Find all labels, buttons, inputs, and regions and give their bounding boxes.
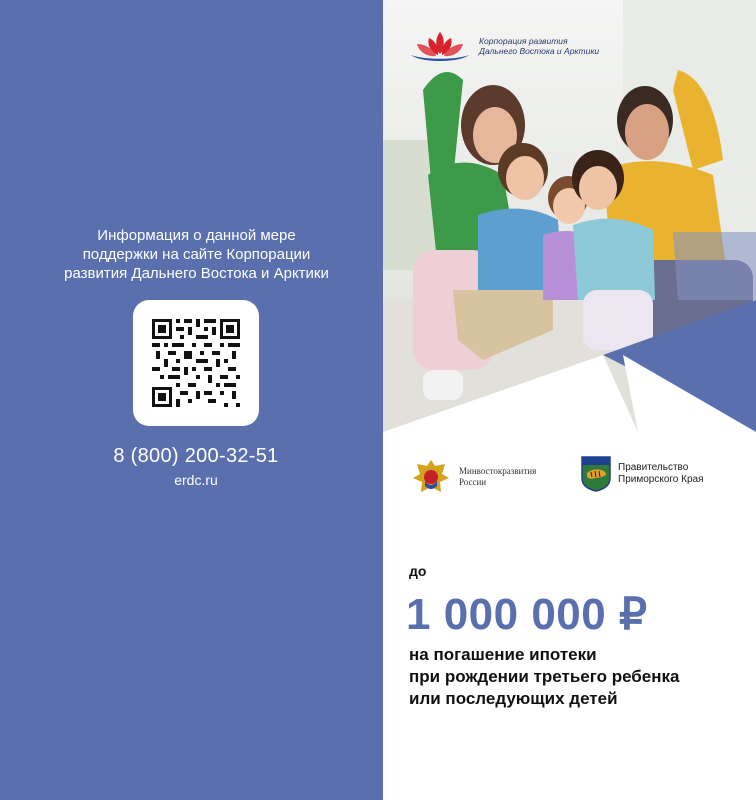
description-line: при рождении третьего ребенка [409, 667, 680, 686]
partner-primorye-government [581, 456, 704, 492]
partner-primorye-line2: Приморского Края [618, 474, 704, 485]
erdc-name-line1: Корпорация развития [479, 36, 568, 46]
info-line: Информация о данной мере [97, 227, 296, 244]
subsidy-description [409, 644, 680, 710]
lotus-logo-icon [407, 28, 473, 64]
partners-row [383, 448, 756, 498]
family-photo [383, 0, 756, 432]
info-text [30, 226, 363, 283]
family-photo-illustration [383, 0, 756, 432]
qr-code-card[interactable] [133, 300, 259, 426]
description-line: или последующих детей [409, 689, 618, 708]
website-link[interactable]: erdc.ru [174, 472, 218, 488]
info-line: поддержки на сайте Корпорации [82, 246, 311, 263]
russian-eagle-emblem-icon [409, 456, 453, 498]
qr-code-icon [152, 319, 240, 407]
description-line: на погашение ипотеки [409, 645, 597, 664]
partner-ministry-line2: России [459, 477, 487, 487]
erdc-logo [407, 28, 599, 64]
primorye-tiger-emblem-icon [581, 456, 611, 492]
erdc-name-line2: Дальнего Востока и Арктики [479, 46, 600, 56]
right-content-panel [383, 0, 756, 800]
partner-ministry-line1: Минвостокразвития [459, 466, 537, 476]
info-line: развития Дальнего Востока и Арктики [64, 265, 329, 282]
partner-ministry [409, 456, 536, 498]
hotline-phone[interactable]: 8 (800) 200-32-51 [113, 445, 279, 467]
partner-primorye-line1: Правительство [618, 462, 689, 473]
up-to-label: до [409, 563, 427, 579]
subsidy-amount: 1 000 000 ₽ [406, 590, 648, 639]
